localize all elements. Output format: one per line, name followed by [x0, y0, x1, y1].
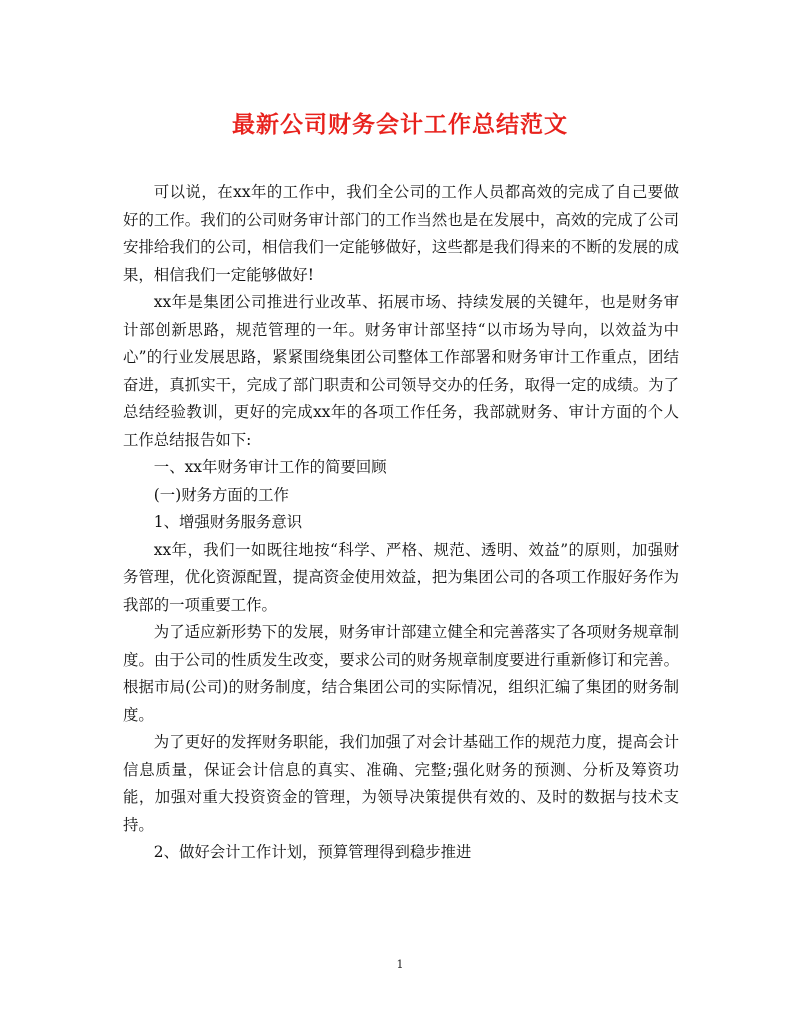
- document-body: [123, 179, 679, 867]
- subsection-heading-finance: (一)财务方面的工作: [153, 485, 289, 504]
- page-number: 1: [396, 958, 404, 971]
- paragraph-intro: 可以说，在xx年的工作中，我们全公司的工作人员都高效的完成了自己要做好的工作。我们的公司财务审计部门的工作当然也是在发展中，高效的完成了公司安排给我们的公司，相信我们一定能够做好，这些都是我们得来的不断的发展的成果，相信我们一定能够做好!: [123, 183, 679, 284]
- item-heading-service: 1、增强财务服务意识: [153, 513, 303, 531]
- paragraph-principles: xx年，我们一如既往地按“科学、严格、规范、透明、效益”的原则，加强财务管理，优化资源配置，提高资金使用效益，把为集团公司的各项工作服好务作为我部的一项重要工作。: [123, 540, 679, 614]
- paragraph-accounting-basics: 为了更好的发挥财务职能，我们加强了对会计基础工作的规范力度，提高会计信息质量，保证会计信息的真实、准确、完整;强化财务的预测、分析及筹资功能，加强对重大投资资金的管理，为领导决策提供有效的、及时的数据与技术支持。: [123, 733, 679, 834]
- document-title: 最新公司财务会计工作总结范文: [232, 111, 568, 138]
- item-heading-budget: 2、做好会计工作计划，预算管理得到稳步推进: [153, 843, 472, 861]
- paragraph-regulations: 为了适应新形势下的发展，财务审计部建立健全和完善落实了各项财务规章制度。由于公司的性质发生改变，要求公司的财务规章制度要进行重新修订和完善。根据市局(公司)的财务制度，结合集团公司的实际情况，组织汇编了集团的财务制度。: [123, 623, 679, 724]
- section-heading-review: 一、xx年财务审计工作的简要回顾: [153, 458, 387, 476]
- paragraph-key-year: xx年是集团公司推进行业改革、拓展市场、持续发展的关键年，也是财务审计部创新思路，规范管理的一年。财务审计部坚持“以市场为导向，以效益为中心”的行业发展思路，紧紧围绕集团公司整体工作部署和财务审计工作重点，团结奋进，真抓实干，完成了部门职责和公司领导交办的任务，取得一定的成绩。为了总结经验教训，更好的完成xx年的各项工作任务，我部就财务、审计方面的个人工作总结报告如下:: [123, 293, 679, 449]
